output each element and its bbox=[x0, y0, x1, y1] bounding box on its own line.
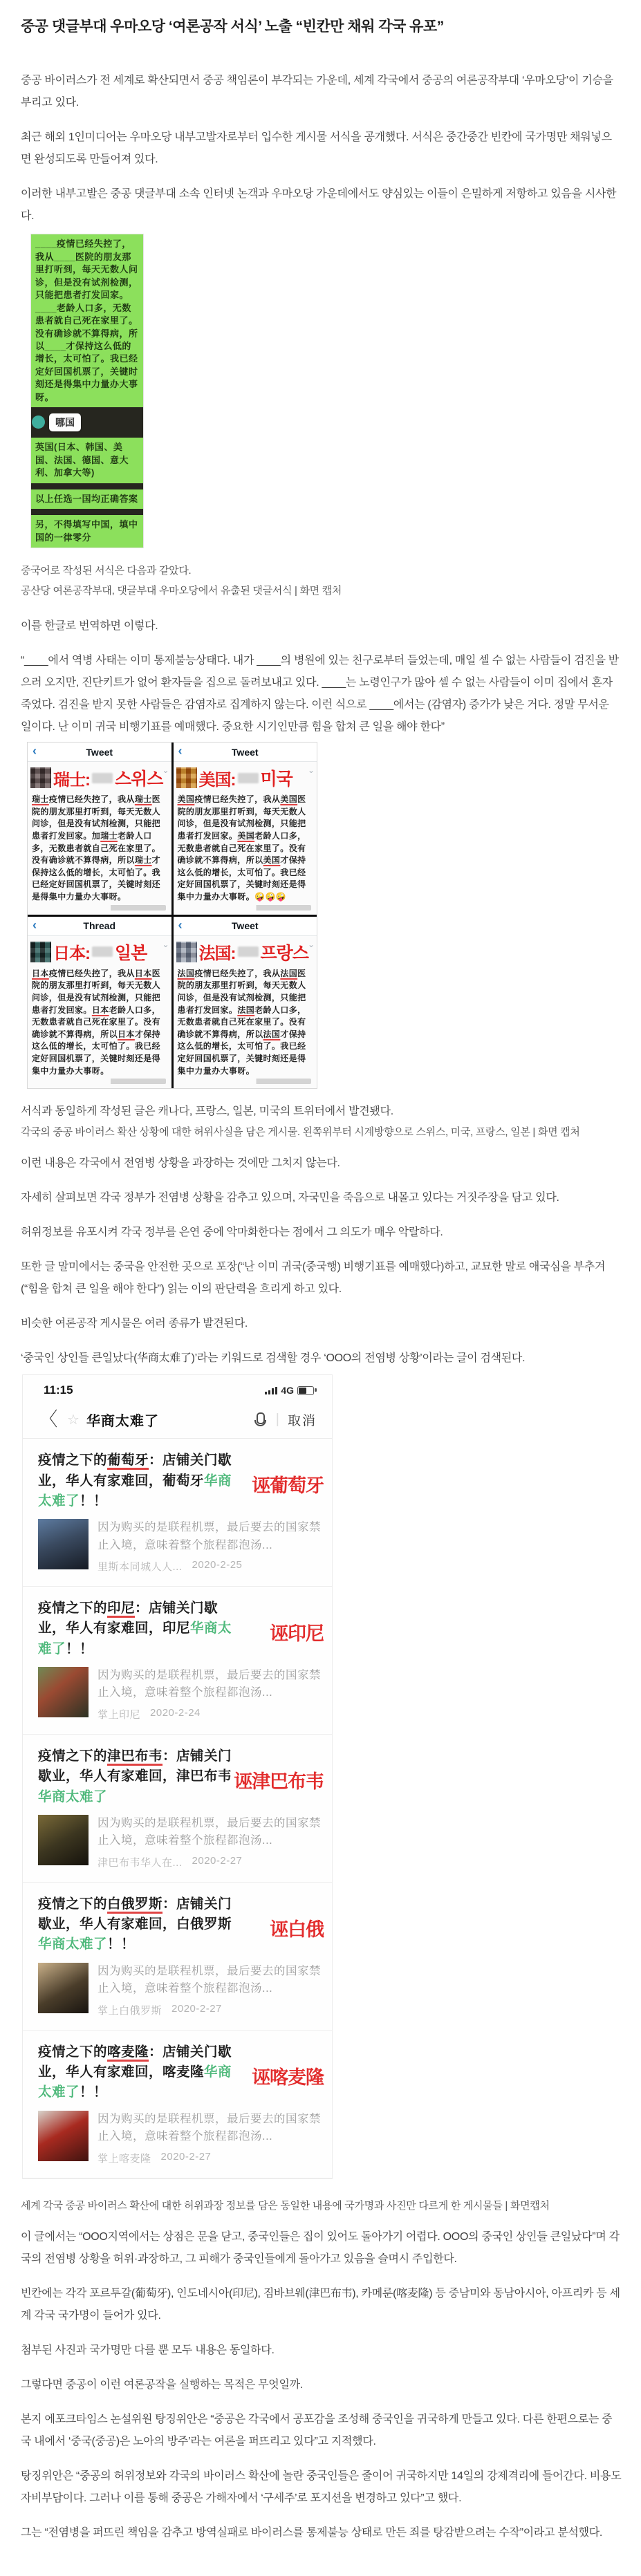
paragraph: 탕징위안은 “중공의 허위정보와 각국의 바이러스 확산에 놀란 중국인들은 줄이어 귀국하지만 14일의 강제격리에 들어간다. 비용도 자비부담이다. 그러나 이를 통해 중공은 가해자에서 ‘구세주’로 포지션을 변경하고 있다”고 했다. bbox=[21, 2470, 622, 2504]
paragraph: 그는 “전염병을 퍼뜨린 책임을 감추고 방역실패로 바이러스를 통제불능 상태로 만든 죄를 탕감받으려는 수작”이라고 분석했다. bbox=[21, 2526, 603, 2539]
chat-template-text: ____疫情已经失控了，我从____医院的朋友那里打听到，每天无数人问诊，但是没有试剂检测，只能把患者打发回家。____老龄人口多，无数患者就自己死在家里了。没有确诊就不算得病，所以____才保持这么低的增长，太可怕了。我已经定好回国机票了，关键时刻还是得集中力量办大事呀。 bbox=[31, 234, 143, 407]
tweet-header bbox=[28, 743, 171, 762]
tweet-text-segment: 才保持这么低的增长，太可怕了。我已经定好回国机票了，关键时刻还是得集中力量办大事呀。 bbox=[32, 1029, 161, 1076]
tweet-text-segment: 疫情已经失控了，我从 bbox=[48, 794, 135, 804]
status-time: 11:15 bbox=[44, 1383, 73, 1397]
tweet-body bbox=[174, 966, 317, 1079]
result-title bbox=[38, 1894, 322, 1955]
tweet-country-zh: 瑞士: bbox=[53, 770, 90, 790]
result-title-mid: ：店铺关门歇业，华人有家难回， bbox=[38, 1748, 232, 1784]
tweet-text-segment: 日本 bbox=[118, 1029, 135, 1039]
result-item bbox=[23, 2031, 332, 2178]
result-country-repeat: 白俄罗斯 bbox=[176, 1916, 232, 1932]
tweet-header-label: Tweet bbox=[231, 920, 259, 932]
result-thumbnail bbox=[38, 1815, 89, 1865]
tweet-title-row bbox=[28, 762, 171, 792]
back-chevron-icon: ‹ bbox=[32, 744, 37, 758]
result-exclaim: ！！ bbox=[66, 1641, 94, 1656]
back-chevron-icon: ‹ bbox=[32, 917, 37, 932]
result-meta bbox=[97, 2151, 322, 2165]
tweet-text-segment: 疫情已经失控了，我从 bbox=[194, 968, 281, 978]
result-keyword-green: 华商太难了 bbox=[38, 1936, 108, 1952]
tweet-text-segment: 老龄人口多，无数患者就自己死在家里了。没有确诊就不算得病，所以 bbox=[32, 1005, 161, 1039]
chat-reply-bubble: 哪国 bbox=[49, 413, 81, 431]
collapse-caret-icon: ⌄ bbox=[162, 939, 169, 949]
tweet-text-segment: 疫情已经失控了，我从 bbox=[48, 968, 135, 978]
result-thumbnail bbox=[38, 1963, 89, 2013]
tweet-text-segment: 医院的朋友那里打听到，每天无数人问诊，但是没有试剂检测，只能把患者打发回家。加 bbox=[32, 794, 161, 841]
tweet-text-segment: 瑞士 bbox=[32, 794, 49, 804]
tweet-text-segment: 瑞士 bbox=[134, 855, 152, 866]
watermark bbox=[28, 1079, 166, 1084]
image-caption: 세계 각국 중공 바이러스 확산에 대한 허위과장 정보를 담은 동일한 내용에 국가명과 사진만 다르게 한 게시물들 | 화면캡처 bbox=[21, 2199, 550, 2212]
tweet-text-segment: 美国 bbox=[177, 794, 195, 804]
paragraph: 첨부된 사진과 국가명만 다를 뿐 모두 내용은 동일하다. bbox=[21, 2344, 275, 2356]
chat-avatar bbox=[32, 416, 45, 429]
result-title bbox=[38, 2042, 322, 2103]
tweet-text-segment: 法国 bbox=[280, 968, 298, 978]
paragraph: 중공 바이러스가 전 세계로 확산되면서 중공 책임론이 부각되는 가운데, 세계 각국에서 중공의 여론공작부대 ‘우마오당’이 기승을 부리고 있다. bbox=[21, 75, 613, 109]
search-query: 华商太难了 bbox=[86, 1414, 159, 1430]
result-date: 2020-2-25 bbox=[192, 1559, 243, 1571]
tweet-country-zh: 法国: bbox=[198, 944, 236, 964]
search-back-chevron-icon: 〈 bbox=[41, 1408, 57, 1430]
tweet-body bbox=[28, 792, 171, 905]
tweet-body bbox=[174, 792, 317, 905]
result-title-mid: ：店铺关门歇业，华人有家难回， bbox=[38, 1896, 232, 1932]
tweet-avatar bbox=[30, 767, 51, 788]
collapse-caret-icon: ⌄ bbox=[307, 765, 315, 775]
tweet-text-segment: 日本 bbox=[134, 968, 152, 978]
result-source: 津巴布韦华人在... bbox=[97, 1856, 183, 1869]
tweet-header-label: Tweet bbox=[231, 746, 259, 758]
tweet-card bbox=[174, 743, 317, 915]
paragraph: 본지 에포크타임스 논설위원 탕징위안은 “중공은 각국에서 공포감을 조성해 중국인을 귀국하게 만들고 있다. 다른 한편으로는 중국 내에서 ‘중국(중공)은 노아의 방주’라는 여론을 퍼뜨리고 있다”고 지적했다. bbox=[21, 2413, 613, 2447]
result-title bbox=[38, 1450, 322, 1511]
back-chevron-icon: ‹ bbox=[178, 744, 183, 758]
result-exclaim: ！！ bbox=[107, 1936, 136, 1952]
result-thumbnail bbox=[38, 1519, 89, 1569]
image-caption: 각국의 중공 바이러스 확산 상황에 대한 허위사실을 담은 게시물. 왼쪽위부터 시계방향으로 스위스, 미국, 프랑스, 일본 | 화면 캡처 bbox=[21, 1126, 580, 1139]
result-country-repeat: 印尼 bbox=[162, 1621, 191, 1636]
watermark bbox=[174, 1079, 312, 1084]
tweet-header-label: Thread bbox=[83, 920, 116, 932]
article-title: 중공 댓글부대 우마오당 ‘여론공작 서식’ 노출 “빈칸만 채워 각국 유포” bbox=[21, 19, 444, 35]
tweet-text-segment: 疫情已经失控了，我从 bbox=[194, 794, 281, 804]
result-country-underlined: 葡萄牙 bbox=[107, 1453, 149, 1468]
result-country-underlined: 印尼 bbox=[107, 1600, 136, 1616]
tweet-avatar bbox=[30, 942, 51, 962]
result-source: 掌上喀麦隆 bbox=[97, 2152, 151, 2165]
collapse-caret-icon: ⌄ bbox=[307, 939, 315, 949]
paragraph: 최근 해외 1인미디어는 우마오당 내부고발자로부터 입수한 게시물 서식을 공개했다. 서식은 중간중간 빈칸에 국가명만 채워넣으면 완성되도록 만들어져 있다. bbox=[21, 131, 612, 166]
result-item bbox=[23, 1883, 332, 2031]
result-item bbox=[23, 1735, 332, 1883]
paragraph: 허위정보를 유포시켜 각국 정부를 은연 중에 악마화한다는 점에서 그 의도가 매우 악랄하다. bbox=[21, 1226, 443, 1239]
tweet-text-segment: 日本 bbox=[32, 968, 49, 978]
chat-divider bbox=[31, 509, 143, 515]
result-info bbox=[97, 1667, 322, 1721]
result-meta bbox=[97, 1559, 322, 1574]
result-country-underlined: 津巴布韦 bbox=[107, 1748, 163, 1764]
tweet-country-ko: 스위스 bbox=[115, 769, 163, 789]
result-annotation: 诬喀麦隆 bbox=[252, 2066, 324, 2088]
tweet-country-ko: 일본 bbox=[115, 943, 147, 963]
result-source: 掌上印尼 bbox=[97, 1709, 141, 1721]
tweet-text-segment: 老龄人口多，无数患者就自己死在家里了。没有确诊就不算得病，所以 bbox=[177, 1005, 306, 1039]
result-keyword-green: 华商太难了 bbox=[38, 1789, 108, 1804]
tweet-card bbox=[28, 743, 171, 915]
tweet-title-row bbox=[174, 762, 317, 792]
watermark bbox=[28, 905, 166, 911]
chat-note: 另，不得填写中国，填中国的一律零分 bbox=[31, 515, 143, 548]
phone-screenshot bbox=[23, 1375, 332, 2178]
tweet-header bbox=[174, 917, 317, 936]
tweet-text-segment: 美国 bbox=[263, 855, 281, 866]
tweet-card bbox=[28, 917, 171, 1089]
result-date: 2020-2-27 bbox=[192, 1854, 243, 1867]
tweet-text-segment: 老龄人口多，无数患者就自己死在家里了。没有确诊就不算得病，所以 bbox=[32, 830, 161, 866]
result-body bbox=[38, 2111, 322, 2165]
tweet-text-segment: 法国 bbox=[237, 1005, 255, 1015]
result-source: 掌上白俄罗斯 bbox=[97, 2004, 162, 2017]
paragraph: 비슷한 여론공작 게시물은 여러 종류가 발견된다. bbox=[21, 1318, 248, 1330]
result-item bbox=[23, 1587, 332, 1735]
result-country-repeat: 津巴布韦 bbox=[176, 1768, 232, 1784]
result-title bbox=[38, 1598, 322, 1659]
tweet-card bbox=[174, 917, 317, 1089]
tweet-header bbox=[28, 917, 171, 936]
result-title-prefix: 疫情之下的 bbox=[38, 1748, 108, 1764]
signal-icon bbox=[265, 1387, 277, 1394]
name-blur bbox=[238, 773, 259, 783]
chat-answer-text: 英国(日本、韩国、美国、法国、德国、意大利、加拿大等) bbox=[31, 438, 143, 483]
chat-reply-row bbox=[31, 407, 143, 438]
paragraph: 또한 글 말미에서는 중국을 안전한 곳으로 포장(“난 이미 귀국(중국행) 비행기표를 예매했다)하고, 교묘한 말로 애국심을 부추겨(“힘을 합쳐 큰 일을 해야 한다”) 읽는 이의 판단력을 흐리게 하고 있다. bbox=[21, 1261, 606, 1296]
image-caption: 공산당 여론공작부대, 댓글부대 우마오당에서 유출된 댓글서식 | 화면 캡처 bbox=[21, 585, 342, 597]
result-info bbox=[97, 1963, 322, 2017]
result-annotation: 诬津巴布韦 bbox=[234, 1771, 324, 1792]
result-title-prefix: 疫情之下的 bbox=[38, 1453, 108, 1468]
paragraph: 이 글에서는 “OOO지역에서는 상점은 문을 닫고, 중국인들은 집이 있어도 돌아가기 어렵다. OOO의 중국인 상인들 큰일났다”며 각국의 전염병 상황을 허위·과장하고, 그 피해가 중국인들에게 돌아가고 있음을 슬며시 주입한다. bbox=[21, 2230, 620, 2265]
chat-note: 以上任选一国均正确答案 bbox=[31, 489, 143, 509]
result-meta bbox=[97, 1855, 322, 1869]
result-title-mid: ：店铺关门歇业，华人有家难回， bbox=[38, 1453, 232, 1488]
name-blur bbox=[92, 946, 113, 957]
result-source: 里斯本同城人人... bbox=[97, 1561, 183, 1574]
wechat-template-screenshot bbox=[31, 234, 143, 548]
result-desc: 因为购买的是联程机票，最后要去的国家禁止入境，意味着整个旅程都泡汤... bbox=[97, 2112, 321, 2143]
paragraph: 서식과 동일하게 작성된 글은 캐나다, 프랑스, 일본, 미국의 트위터에서 발견됐다. bbox=[21, 1105, 393, 1118]
result-meta bbox=[97, 2003, 322, 2017]
result-title-prefix: 疫情之下的 bbox=[38, 1896, 108, 1912]
result-keyword-green: 华商太难了 bbox=[38, 1473, 232, 1509]
paragraph: 빈칸에는 각각 포르투갈(葡萄牙), 인도네시아(印尼), 짐바브웨(津巴布韦), 카메룬(喀麦隆) 등 중남미와 동남아시아, 아프리카 등 세계 각국 국가명이 들어가 있다. bbox=[21, 2287, 620, 2322]
tweet-text-segment: 医院的朋友那里打听到，每天无数人问诊，但是没有试剂检测，只能把患者打发回家。 bbox=[177, 968, 306, 1015]
result-body bbox=[38, 1667, 322, 1721]
tweet-country-zh: 日本: bbox=[53, 944, 90, 964]
tweet-text-segment: 日本 bbox=[91, 1005, 109, 1015]
tweet-header-label: Tweet bbox=[86, 746, 113, 758]
tweet-text-segment: 才保持这么低的增长，太可怕了。我已经定好回国机票了，关键时刻还是得集中力量办大事呀。 bbox=[177, 1029, 306, 1076]
cancel-button: 取消 bbox=[287, 1414, 317, 1429]
tweet-text-segment: 医院的朋友那里打听到，每天无数人问诊，但是没有试剂检测，只能把患者打发回家。 bbox=[177, 794, 306, 841]
star-icon: ☆ bbox=[67, 1412, 80, 1428]
status-icons bbox=[265, 1385, 314, 1396]
name-blur bbox=[92, 773, 113, 783]
result-desc: 因为购买的是联程机票，最后要去的国家禁止入境，意味着整个旅程都泡汤... bbox=[97, 1521, 321, 1551]
result-date: 2020-2-24 bbox=[150, 1707, 201, 1719]
tweet-text-segment: 美国 bbox=[280, 794, 298, 804]
mic-icon bbox=[257, 1412, 265, 1424]
tweet-text-segment: 医院的朋友那里打听到，每天无数人问诊，但是没有试剂检测，只能把患者打发回家。 bbox=[32, 968, 161, 1015]
tweet-avatar bbox=[176, 942, 197, 962]
tweet-title-row bbox=[174, 936, 317, 966]
tweet-avatar bbox=[176, 767, 197, 788]
result-country-repeat: 葡萄牙 bbox=[162, 1473, 205, 1488]
back-chevron-icon: ‹ bbox=[178, 917, 183, 932]
result-desc: 因为购买的是联程机票，最后要去的国家禁止入境，意味着整个旅程都泡汤... bbox=[97, 1816, 321, 1847]
result-info bbox=[97, 1519, 322, 1574]
search-divider: | bbox=[275, 1412, 279, 1428]
result-annotation: 诬印尼 bbox=[270, 1623, 324, 1645]
paragraph: ‘중국인 상인들 큰일났다(华商太难了)’라는 키워드로 검색할 경우 ‘OOO의 전염병 상황’이라는 글이 검색된다. bbox=[21, 1352, 526, 1365]
tweet-text-segment: 才保持这么低的增长，太可怕了。我已经定好回国机票了，关键时刻还是得集中力量办大事呀。🤪🤪🤪 bbox=[177, 855, 306, 902]
result-info bbox=[97, 1815, 322, 1869]
tweet-country-ko: 미국 bbox=[260, 769, 292, 789]
search-bar bbox=[23, 1399, 332, 1438]
name-blur bbox=[238, 946, 259, 957]
result-title-mid: ：店铺关门歇业，华人有家难回， bbox=[38, 1600, 219, 1636]
result-title bbox=[38, 1746, 322, 1807]
quote-paragraph: “____에서 역병 사태는 이미 통제불능상태다. 내가 ____의 병원에 있는 친구로부터 들었는데, 매일 셀 수 없는 사람들이 검진을 받으러 오지만, 진단키트가 없어 환자들을 집으로 돌려보내고 있다. ____는 노령인구가 많아 셀 수 없는 사람들이 이미 집에서 혼자 죽었다. 검진을 받지 못한 사람들은 감염자로 집계하지 않는다. 이런 식으로 ____에서는 (감염자) 증가가 낮은 거다. 정말 무서운 일이다. 난 이미 귀국 비행기표를 예매했다. 중요한 시기인만큼 힘을 합쳐 큰 일을 해야 한다” bbox=[21, 655, 619, 733]
tweet-text-segment: 瑞士 bbox=[134, 794, 152, 804]
tweet-text-segment: 法国 bbox=[177, 968, 195, 978]
watermark bbox=[174, 905, 312, 911]
result-info bbox=[97, 2111, 322, 2165]
result-body bbox=[38, 1963, 322, 2017]
tweet-text-segment: 法国 bbox=[263, 1029, 281, 1039]
result-date: 2020-2-27 bbox=[160, 2150, 212, 2163]
result-desc: 因为购买的是联程机票，最后要去的国家禁止入境，意味着整个旅程都泡汤... bbox=[97, 1964, 321, 1995]
tweet-text-segment: 瑞士 bbox=[100, 830, 118, 841]
result-exclaim: ！！ bbox=[80, 2084, 108, 2100]
result-annotation: 诬白俄 bbox=[270, 1919, 324, 1940]
phone-status-bar bbox=[23, 1375, 332, 1399]
tweet-text-segment: 才保持这么低的增长，太可怕了。我已经定好回国机票了，关键时刻还是得集中力量办大事呀。 bbox=[32, 855, 161, 902]
result-desc: 因为购买的是联程机票，最后要去的国家禁止入境，意味着整个旅程都泡汤... bbox=[97, 1668, 321, 1699]
collapse-caret-icon: ⌄ bbox=[162, 765, 169, 775]
chat-divider bbox=[31, 483, 143, 489]
tweet-text-segment: 老龄人口多，无数患者就自己死在家里了。没有确诊就不算得病，所以 bbox=[177, 830, 306, 866]
tweet-grid bbox=[28, 743, 317, 1088]
network-label: 4G bbox=[281, 1385, 294, 1397]
result-keyword-green: 华商太难了 bbox=[38, 2064, 232, 2100]
paragraph: 이러한 내부고발은 중공 댓글부대 소속 인터넷 논객과 우마오당 가운데에서도 양심있는 이들이 은밀하게 저항하고 있음을 시사한다. bbox=[21, 188, 617, 223]
result-country-underlined: 喀麦隆 bbox=[107, 2044, 149, 2060]
result-title-mid: ：店铺关门歇业，华人有家难回， bbox=[38, 2044, 232, 2080]
result-country-underlined: 白俄罗斯 bbox=[107, 1896, 163, 1912]
paragraph: 자세히 살펴보면 각국 정부가 전염병 상황을 감추고 있으며, 자국민을 죽음으로 내몰고 있다는 거짓주장을 담고 있다. bbox=[21, 1192, 559, 1204]
result-thumbnail bbox=[38, 2111, 89, 2161]
result-title-prefix: 疫情之下的 bbox=[38, 1600, 108, 1616]
result-meta bbox=[97, 1707, 322, 1721]
result-body bbox=[38, 1815, 322, 1869]
paragraph: 이를 한글로 번역하면 이렇다. bbox=[21, 620, 158, 632]
result-country-repeat: 喀麦隆 bbox=[162, 2064, 205, 2080]
result-exclaim: ！！ bbox=[80, 1493, 108, 1509]
image-caption: 중국어로 작성된 서식은 다음과 같았다. bbox=[21, 565, 192, 577]
result-annotation: 诬葡萄牙 bbox=[252, 1475, 324, 1497]
result-keyword-green: 华商太难了 bbox=[38, 1621, 232, 1656]
tweet-text-segment: 美国 bbox=[237, 830, 255, 841]
result-date: 2020-2-27 bbox=[171, 2002, 222, 2015]
result-thumbnail bbox=[38, 1667, 89, 1717]
battery-icon bbox=[297, 1386, 314, 1395]
result-item bbox=[23, 1439, 332, 1587]
paragraph: 이런 내용은 각국에서 전염병 상황을 과장하는 것에만 그치지 않는다. bbox=[21, 1157, 340, 1170]
search-results bbox=[23, 1438, 332, 2178]
paragraph: 그렇다면 중공이 이런 여론공작을 실행하는 목적은 무엇일까. bbox=[21, 2378, 303, 2391]
tweet-country-ko: 프랑스 bbox=[260, 943, 308, 963]
tweet-body bbox=[28, 966, 171, 1079]
tweet-title-row bbox=[28, 936, 171, 966]
tweet-country-zh: 美国: bbox=[198, 770, 236, 790]
result-body bbox=[38, 1519, 322, 1574]
tweet-header bbox=[174, 743, 317, 762]
result-title-prefix: 疫情之下的 bbox=[38, 2044, 108, 2060]
